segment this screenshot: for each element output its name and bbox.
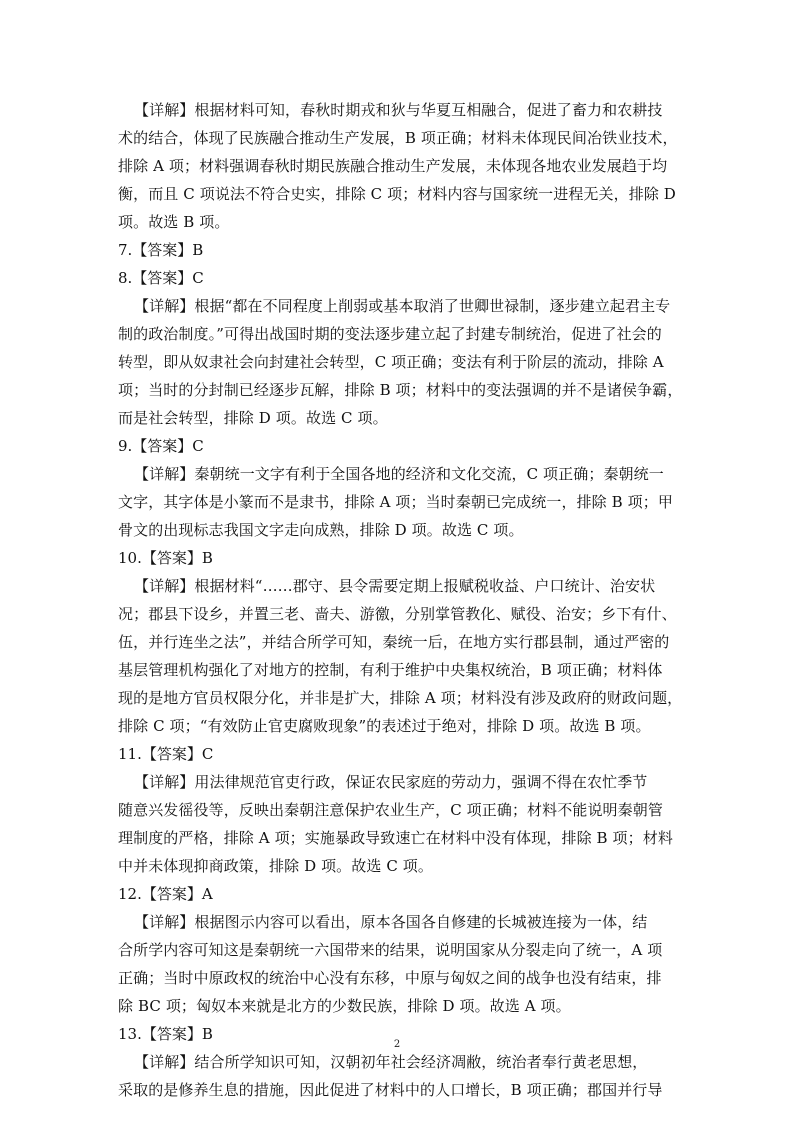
document-content <box>118 96 686 1104</box>
text-line: 转型，即从奴隶社会向封建社会转型，C 项正确；变法有利于阶层的流动，排除 A <box>118 353 664 371</box>
detail-paragraph <box>118 460 686 544</box>
detail-paragraph <box>118 768 686 880</box>
text-line: 随意兴发徭役等，反映出秦朝注意保护农业生产，C 项正确；材料不能说明秦朝管 <box>118 801 663 819</box>
text-line: 理制度的严格，排除 A 项；实施暴政导致速亡在材料中没有体现，排除 B 项；材料 <box>118 829 673 847</box>
answer-line: 13.【答案】B <box>118 1025 213 1043</box>
text-line: 合所学内容可知这是秦朝统一六国带来的结果，说明国家从分裂走向了统一，A 项 <box>118 941 663 959</box>
text-line: 术的结合，体现了民族融合推动生产发展，B 项正确；材料未体现民间冶铁业技术， <box>118 129 678 147</box>
detail-paragraph <box>118 96 686 236</box>
text-line: 伍，并行连坐之法”，并结合所学可知，秦统一后，在地方实行郡县制，通过严密的 <box>118 633 670 651</box>
text-line: 项；当时的分封制已经逐步瓦解，排除 B 项；材料中的变法强调的并不是诸侯争霸， <box>118 381 683 399</box>
text-line: 【详解】秦朝统一文字有利于全国各地的经济和文化交流，C 项正确；秦朝统一 <box>134 465 664 483</box>
answer-line: 10.【答案】B <box>118 549 213 567</box>
page-number: 2 <box>393 1039 401 1050</box>
answer-line: 7.【答案】B <box>118 241 204 259</box>
text-line: 排除 C 项；“有效防止官吏腐败现象”的表述过于绝对，排除 D 项。故选 B 项。 <box>118 717 651 735</box>
document-page <box>118 96 686 1104</box>
text-line: 衡，而且 C 项说法不符合史实，排除 C 项；材料内容与国家统一进程无关，排除 D <box>118 185 676 203</box>
text-line: 【详解】用法律规范官吏行政，保证农民家庭的劳动力，强调不得在农忙季节 <box>134 773 648 791</box>
text-line: 而是社会转型，排除 D 项。故选 C 项。 <box>118 409 388 427</box>
detail-paragraph <box>118 292 686 432</box>
detail-paragraph <box>118 572 686 740</box>
text-line: 【详解】根据材料“……郡守、县令需要定期上报赋税收益、户口统计、治安状 <box>134 577 656 595</box>
text-line: 基层管理机构强化了对地方的控制，有利于维护中央集权统治，B 项正确；材料体 <box>118 661 663 679</box>
text-line: 现的是地方官员权限分化，并非是扩大，排除 A 项；材料没有涉及政府的财政问题， <box>118 689 683 707</box>
text-line: 采取的是修养生息的措施，因此促进了材料中的人口增长，B 项正确；郡国并行导 <box>118 1081 663 1099</box>
text-line: 制的政治制度。”可得出战国时期的变法逐步建立起了封建专制统治，促进了社会的 <box>118 325 662 343</box>
text-line: 文字，其字体是小篆而不是隶书，排除 A 项；当时秦朝已完成统一，排除 B 项；甲 <box>118 493 673 511</box>
detail-paragraph <box>118 1048 686 1104</box>
text-line: 【详解】根据图示内容可以看出，原本各国各自修建的长城被连接为一体，结 <box>134 913 648 931</box>
answer-line: 9.【答案】C <box>118 437 204 455</box>
text-line: 除 BC 项；匈奴本来就是北方的少数民族，排除 D 项。故选 A 项。 <box>118 997 571 1015</box>
text-line: 排除 A 项；材料强调春秋时期民族融合推动生产发展，未体现各地农业发展趋于均 <box>118 157 668 175</box>
text-line: 【详解】结合所学知识可知，汉朝初年社会经济凋敝，统治者奉行黄老思想， <box>134 1053 648 1071</box>
text-line: 项。故选 B 项。 <box>118 213 230 231</box>
answer-line: 8.【答案】C <box>118 269 204 287</box>
text-line: 中并未体现抑商政策，排除 D 项。故选 C 项。 <box>118 857 433 875</box>
text-line: 况；郡县下设乡，并置三老、啬夫、游徼，分别掌管教化、赋役、治安；乡下有什、 <box>118 605 677 623</box>
answer-line: 11.【答案】C <box>118 745 214 763</box>
text-line: 【详解】根据“都在不同程度上削弱或基本取消了世卿世禄制，逐步建立起君主专 <box>134 297 671 315</box>
text-line: 正确；当时中原政权的统治中心没有东移，中原与匈奴之间的战争也没有结束，排 <box>118 969 662 987</box>
answer-line: 12.【答案】A <box>118 885 213 903</box>
text-line: 【详解】根据材料可知，春秋时期戎和狄与华夏互相融合，促进了畜力和农耕技 <box>134 101 663 119</box>
text-line: 骨文的出现标志我国文字走向成熟，排除 D 项。故选 C 项。 <box>118 521 524 539</box>
detail-paragraph <box>118 908 686 1020</box>
